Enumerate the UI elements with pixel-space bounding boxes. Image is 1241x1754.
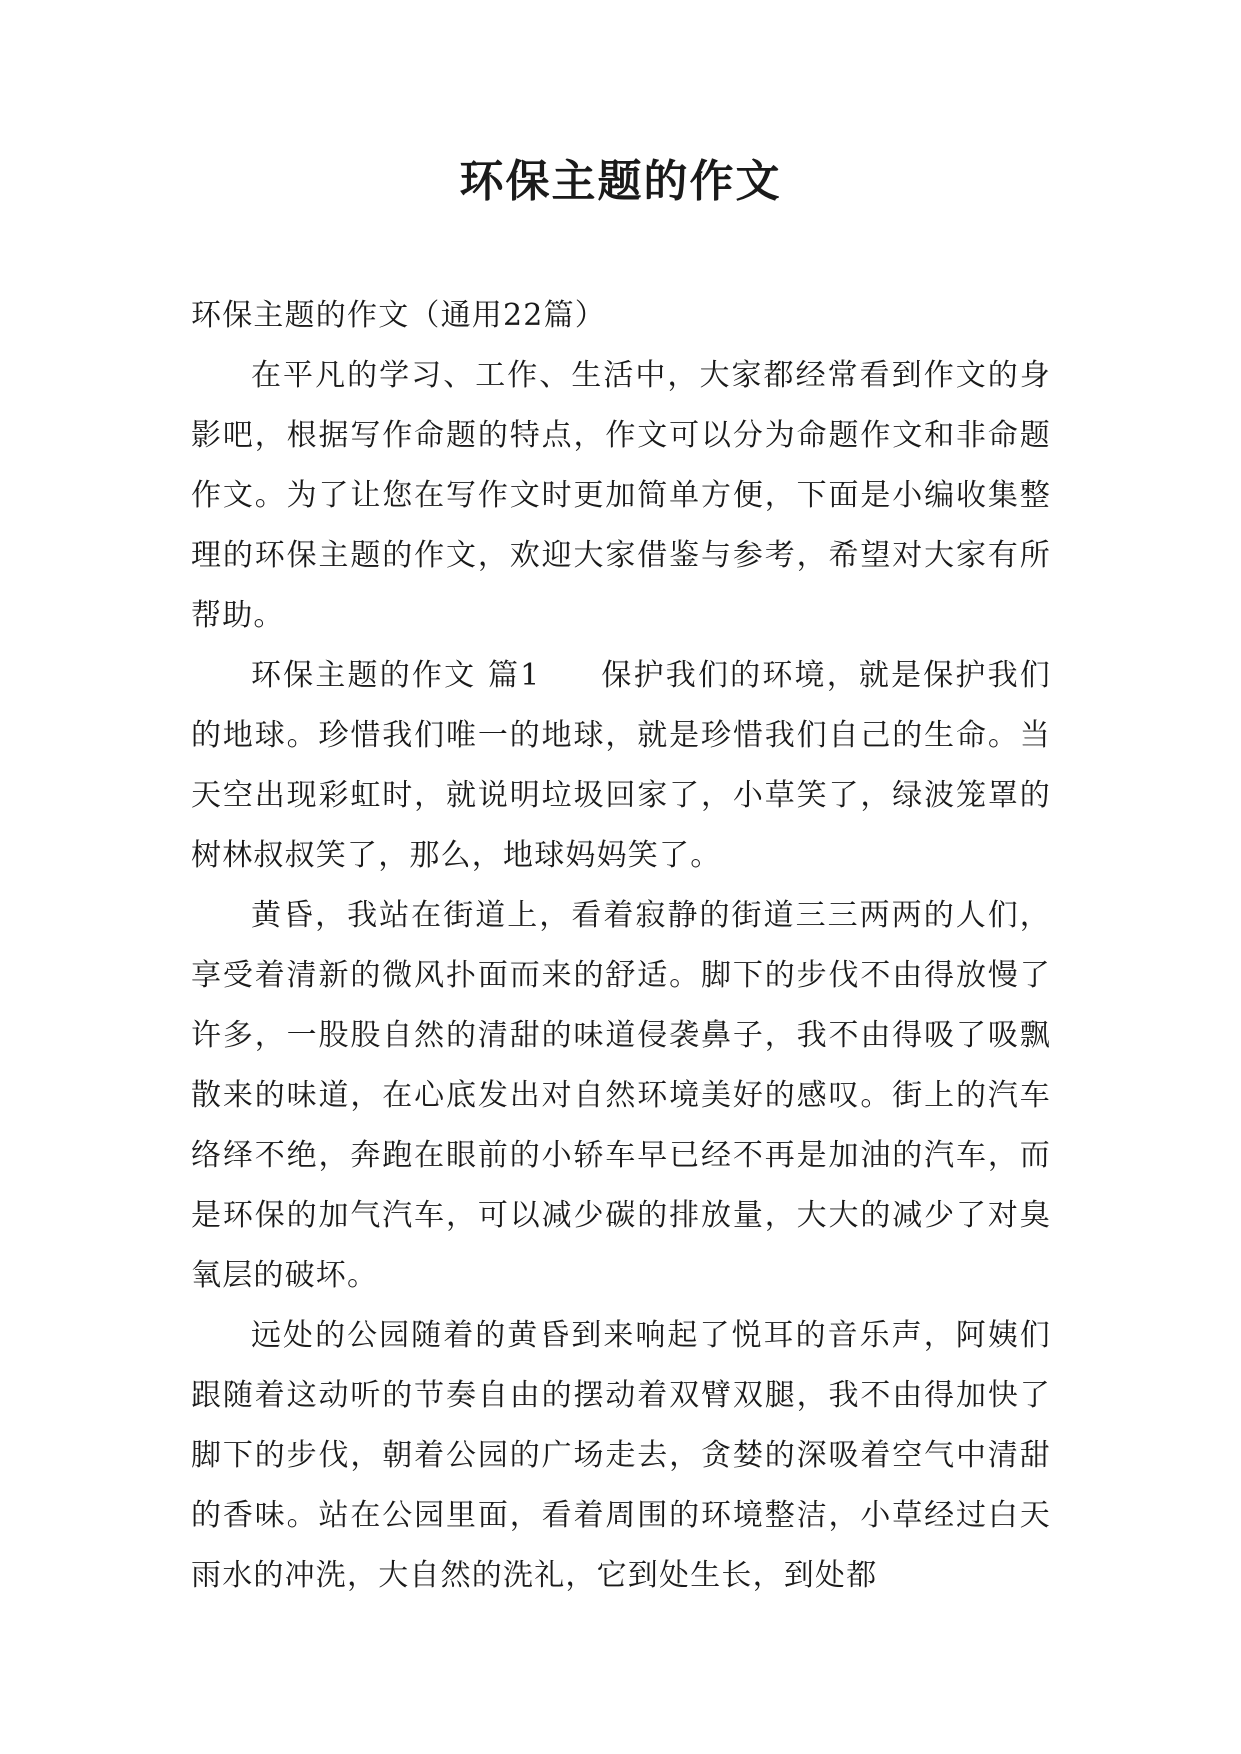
intro-paragraph: 在平凡的学习、工作、生活中，大家都经常看到作文的身影吧，根据写作命题的特点，作文可以分为命题作文和非命题作文。为了让您在写作文时更加简单方便，下面是小编收集整理的环保主题的作文，欢迎大家借鉴与参考，希望对大家有所帮助。 (191, 358, 1051, 633)
essay-1-paragraph-1 (191, 646, 1051, 886)
essay-1-paragraph-2: 黄昏，我站在街道上，看着寂静的街道三三两两的人们，享受着清新的微风扑面而来的舒适。脚下的步伐不由得放慢了许多，一股股自然的清甜的味道侵袭鼻子，我不由得吸了吸飘散来的味道，在心底发出对自然环境美好的感叹。街上的汽车络绎不绝，奔跑在眼前的小轿车早已经不再是加油的汽车，而是环保的加气汽车，可以减少碳的排放量，大大的减少了对臭氧层的破坏。 (191, 898, 1051, 1293)
essay-1-heading: 环保主题的作文 篇1 (251, 658, 541, 693)
document-subtitle: 环保主题的作文（通用22篇） (191, 298, 606, 333)
document-title: 环保主题的作文 (459, 156, 782, 207)
essay-1-paragraph-1-text: 保护我们的环境，就是保护我们的地球。珍惜我们唯一的地球，就是珍惜我们自己的生命。当天空出现彩虹时，就说明垃圾回家了，小草笑了，绿波笼罩的树林叔叔笑了，那么，地球妈妈笑了。 (191, 658, 1051, 873)
document-body (191, 286, 1051, 1606)
essay-1-paragraph-3: 远处的公园随着的黄昏到来响起了悦耳的音乐声，阿姨们跟随着这动听的节奏自由的摆动着双臂双腿，我不由得加快了脚下的步伐，朝着公园的广场走去，贪婪的深吸着空气中清甜的香味。站在公园里面，看着周围的环境整洁，小草经过白天雨水的冲洗，大自然的洗礼，它到处生长，到处都 (191, 1318, 1051, 1593)
